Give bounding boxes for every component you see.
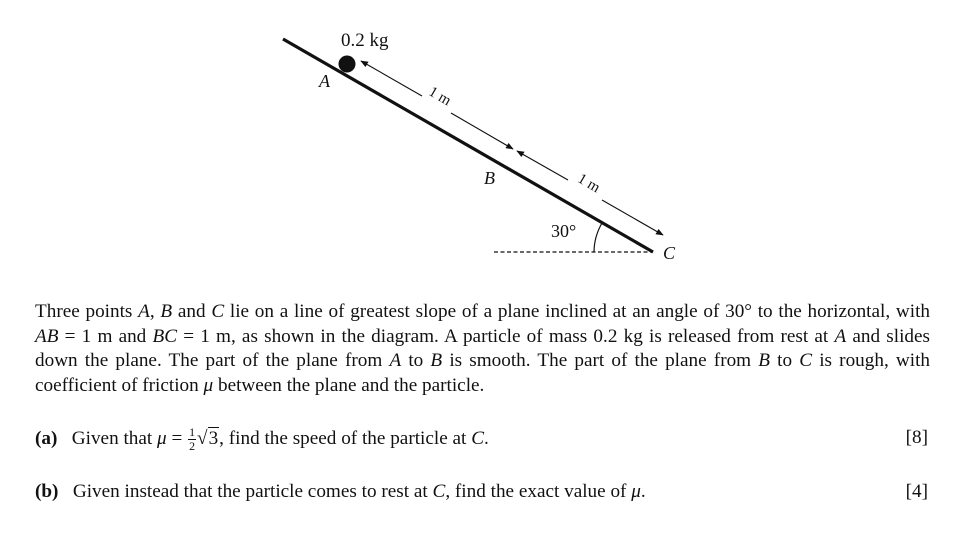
question-text [35,300,930,398]
part-b-text: , find the exact value of [445,481,632,502]
fraction-denominator: 2 [189,438,196,453]
point-c: C [471,428,484,450]
question-segment: between the plane and the particle. [213,374,485,396]
question-segment: lie on a line of greatest slope of a plane inclined at an angle of 30° to the horizontal, with [224,301,930,322]
question-segment: Three points [35,301,139,322]
ab-length-label: 1 m [425,83,454,110]
question-segment: and slides down the plane. The part of the plane from [35,325,931,372]
point-c-label: C [663,243,676,263]
part-a-text: Given that [71,428,158,450]
part-b-marks: [4] [905,481,928,502]
part-a-text: , find the speed of the particle at [219,428,472,450]
bc-arrow-upper [517,151,568,180]
square-root-three [197,428,219,449]
fraction-numerator: 1 [189,425,196,439]
question-var: BC [152,325,178,347]
question-var: A [834,325,847,347]
question-segment: to [770,350,800,372]
fraction-one-half [188,426,196,452]
question-var: B [430,350,443,372]
part-a-marks: [8] [905,427,928,448]
part-a [35,426,930,452]
question-var: C [211,301,225,322]
question-var: AB [35,325,59,347]
mu-symbol: μ [631,481,641,502]
part-b [35,480,930,504]
mu-symbol: μ [157,428,167,450]
point-a-label: A [319,71,330,91]
angle-label: 30° [551,221,577,241]
part-a-label: (a) [35,428,58,450]
question-var: μ [203,374,214,396]
part-b-label: (b) [35,481,59,502]
ab-arrow-lower [451,113,513,149]
part-b-text: Given instead that the particle comes to rest at [72,481,433,502]
point-c: C [432,481,446,502]
equals-sign: = [166,428,188,450]
particle [339,56,356,73]
question-var: C [799,350,813,372]
bc-length-label: 1 m [574,170,603,197]
question-segment: , [149,301,161,322]
radical-sign: √ [197,428,208,450]
question-var: B [160,301,173,322]
question-segment: and [172,301,212,322]
question-segment: = 1 m, as shown in the diagram. A particle of mass 0.2 kg is released from rest at [177,325,835,347]
part-b-text: . [640,481,646,502]
question-segment: is smooth. The part of the plane from [442,350,759,372]
question-var: B [758,350,770,372]
mass-label: 0.2 kg [341,30,389,51]
question-segment: is rough, with coefficient of friction [35,350,931,396]
point-b-label: B [484,168,495,188]
question-var: A [389,350,402,372]
part-a-text: . [484,428,489,450]
question-segment: = 1 m and [58,325,153,347]
radicand: 3 [208,428,219,450]
question-segment: to [401,350,431,372]
question-var: A [138,301,150,322]
incline-line [283,39,653,252]
angle-arc [594,223,602,252]
